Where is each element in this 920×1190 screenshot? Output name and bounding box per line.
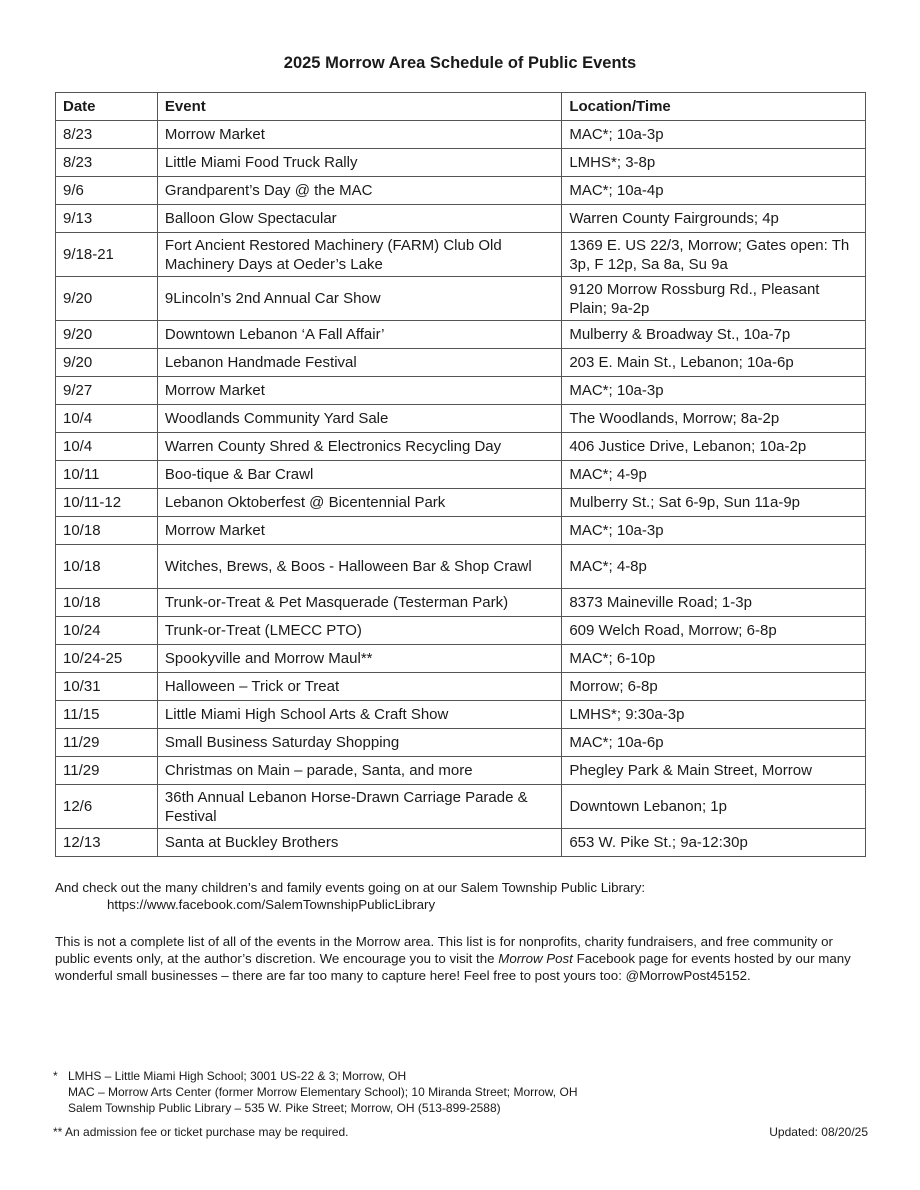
- cell-date: 11/15: [56, 701, 158, 729]
- cell-date: 10/4: [56, 405, 158, 433]
- cell-event: Halloween – Trick or Treat: [157, 673, 561, 701]
- library-note: [55, 879, 870, 913]
- cell-event: Santa at Buckley Brothers: [157, 829, 561, 857]
- cell-event: 36th Annual Lebanon Horse-Drawn Carriage Parade & Festival: [157, 785, 561, 829]
- cell-event: Little Miami Food Truck Rally: [157, 149, 561, 177]
- cell-location: Warren County Fairgrounds; 4p: [562, 205, 866, 233]
- header-location: Location/Time: [562, 93, 866, 121]
- cell-location: MAC*; 4-8p: [562, 545, 866, 589]
- cell-date: 9/20: [56, 321, 158, 349]
- cell-date: 10/24: [56, 617, 158, 645]
- cell-event: Warren County Shred & Electronics Recycling Day: [157, 433, 561, 461]
- table-row: [56, 321, 866, 349]
- cell-location: MAC*; 10a-3p: [562, 377, 866, 405]
- cell-location: 9120 Morrow Rossburg Rd., Pleasant Plain; 9a-2p: [562, 277, 866, 321]
- library-url-link[interactable]: https://www.facebook.com/SalemTownshipPublicLibrary: [107, 897, 436, 912]
- cell-event: Balloon Glow Spectacular: [157, 205, 561, 233]
- cell-event: Grandparent’s Day @ the MAC: [157, 177, 561, 205]
- cell-date: 10/24-25: [56, 645, 158, 673]
- cell-date: 10/11: [56, 461, 158, 489]
- cell-date: 10/4: [56, 433, 158, 461]
- footnote-library: Salem Township Public Library – 535 W. Pike Street; Morrow, OH (513-899-2588): [68, 1101, 501, 1115]
- cell-event: Morrow Market: [157, 517, 561, 545]
- cell-location: 203 E. Main St., Lebanon; 10a-6p: [562, 349, 866, 377]
- library-intro: And check out the many children’s and family events going on at our Salem Township Public Library:: [55, 880, 646, 895]
- cell-location: Mulberry & Broadway St., 10a-7p: [562, 321, 866, 349]
- footnote-admission: ** An admission fee or ticket purchase may be required.: [53, 1125, 349, 1139]
- cell-location: Downtown Lebanon; 1p: [562, 785, 866, 829]
- cell-date: 9/20: [56, 277, 158, 321]
- cell-date: 12/6: [56, 785, 158, 829]
- footnote-locations: [53, 1068, 868, 1116]
- table-row: [56, 729, 866, 757]
- cell-location: MAC*; 10a-3p: [562, 517, 866, 545]
- disclaimer-text-1: This is not a complete list of all of the events in the Morrow area. This list is for nonprofits, charity fundraisers, and free community or public events only, at the author’s discretion. We encourage you to visit the: [55, 934, 833, 966]
- cell-event: Little Miami High School Arts & Craft Show: [157, 701, 561, 729]
- cell-location: The Woodlands, Morrow; 8a-2p: [562, 405, 866, 433]
- table-row: [56, 433, 866, 461]
- table-row: [56, 589, 866, 617]
- cell-date: 9/27: [56, 377, 158, 405]
- table-row: [56, 645, 866, 673]
- cell-event: Morrow Market: [157, 377, 561, 405]
- table-header-row: [56, 93, 866, 121]
- cell-date: 10/18: [56, 517, 158, 545]
- updated-date: Updated: 08/20/25: [769, 1125, 868, 1139]
- cell-location: 8373 Maineville Road; 1-3p: [562, 589, 866, 617]
- table-row: [56, 489, 866, 517]
- table-row: [56, 233, 866, 277]
- cell-location: 406 Justice Drive, Lebanon; 10a-2p: [562, 433, 866, 461]
- header-event: Event: [157, 93, 561, 121]
- cell-event: Witches, Brews, & Boos - Halloween Bar & Shop Crawl: [157, 545, 561, 589]
- table-row: [56, 617, 866, 645]
- cell-date: 10/31: [56, 673, 158, 701]
- events-table: [55, 92, 866, 857]
- table-row: [56, 405, 866, 433]
- table-row: [56, 277, 866, 321]
- cell-event: Trunk-or-Treat (LMECC PTO): [157, 617, 561, 645]
- cell-location: MAC*; 10a-3p: [562, 121, 866, 149]
- cell-event: Downtown Lebanon ‘A Fall Affair’: [157, 321, 561, 349]
- cell-date: 9/18-21: [56, 233, 158, 277]
- table-row: [56, 149, 866, 177]
- table-row: [56, 517, 866, 545]
- table-row: [56, 673, 866, 701]
- cell-date: 11/29: [56, 729, 158, 757]
- cell-event: Lebanon Handmade Festival: [157, 349, 561, 377]
- cell-date: 9/13: [56, 205, 158, 233]
- footnote-mac: MAC – Morrow Arts Center (former Morrow Elementary School); 10 Miranda Street; Morrow, OH: [68, 1085, 578, 1099]
- cell-location: Morrow; 6-8p: [562, 673, 866, 701]
- cell-location: MAC*; 10a-6p: [562, 729, 866, 757]
- cell-location: MAC*; 10a-4p: [562, 177, 866, 205]
- table-row: [56, 349, 866, 377]
- cell-event: Lebanon Oktoberfest @ Bicentennial Park: [157, 489, 561, 517]
- cell-location: 609 Welch Road, Morrow; 6-8p: [562, 617, 866, 645]
- cell-event: Small Business Saturday Shopping: [157, 729, 561, 757]
- cell-location: MAC*; 6-10p: [562, 645, 866, 673]
- cell-date: 10/18: [56, 589, 158, 617]
- cell-date: 12/13: [56, 829, 158, 857]
- disclaimer-publication-name: Morrow Post: [498, 951, 573, 966]
- table-row: [56, 461, 866, 489]
- table-row: [56, 545, 866, 589]
- table-row: [56, 757, 866, 785]
- cell-date: 9/20: [56, 349, 158, 377]
- page-title: 2025 Morrow Area Schedule of Public Events: [283, 54, 637, 72]
- table-row: [56, 205, 866, 233]
- table-row: [56, 829, 866, 857]
- cell-event: Boo-tique & Bar Crawl: [157, 461, 561, 489]
- header-date: Date: [56, 93, 158, 121]
- cell-location: MAC*; 4-9p: [562, 461, 866, 489]
- footnote-star-marker: *: [53, 1069, 58, 1083]
- disclaimer-paragraph: [55, 933, 870, 984]
- table-row: [56, 701, 866, 729]
- cell-location: Phegley Park & Main Street, Morrow: [562, 757, 866, 785]
- cell-event: Spookyville and Morrow Maul**: [157, 645, 561, 673]
- disclaimer-text-2: Facebook page for events hosted by our many wonderful small businesses – there are far too many to capture here! Feel free to post yours too: @MorrowPost45152.: [55, 951, 851, 983]
- table-row: [56, 377, 866, 405]
- cell-event: Trunk-or-Treat & Pet Masquerade (Testerman Park): [157, 589, 561, 617]
- table-row: [56, 785, 866, 829]
- cell-location: LMHS*; 3-8p: [562, 149, 866, 177]
- cell-location: 653 W. Pike St.; 9a-12:30p: [562, 829, 866, 857]
- cell-date: 10/18: [56, 545, 158, 589]
- cell-event: 9Lincoln’s 2nd Annual Car Show: [157, 277, 561, 321]
- cell-date: 8/23: [56, 149, 158, 177]
- table-body: [56, 121, 866, 857]
- cell-event: Woodlands Community Yard Sale: [157, 405, 561, 433]
- cell-event: Fort Ancient Restored Machinery (FARM) Club Old Machinery Days at Oeder’s Lake: [157, 233, 561, 277]
- footnote-admission-row: [53, 1124, 868, 1140]
- cell-location: Mulberry St.; Sat 6-9p, Sun 11a-9p: [562, 489, 866, 517]
- cell-location: 1369 E. US 22/3, Morrow; Gates open: Th 3p, F 12p, Sa 8a, Su 9a: [562, 233, 866, 277]
- cell-event: Morrow Market: [157, 121, 561, 149]
- footnote-lmhs: LMHS – Little Miami High School; 3001 US-22 & 3; Morrow, OH: [68, 1069, 407, 1083]
- cell-date: 9/6: [56, 177, 158, 205]
- table-row: [56, 121, 866, 149]
- cell-date: 11/29: [56, 757, 158, 785]
- cell-location: LMHS*; 9:30a-3p: [562, 701, 866, 729]
- cell-event: Christmas on Main – parade, Santa, and more: [157, 757, 561, 785]
- cell-date: 10/11-12: [56, 489, 158, 517]
- table-row: [56, 177, 866, 205]
- cell-date: 8/23: [56, 121, 158, 149]
